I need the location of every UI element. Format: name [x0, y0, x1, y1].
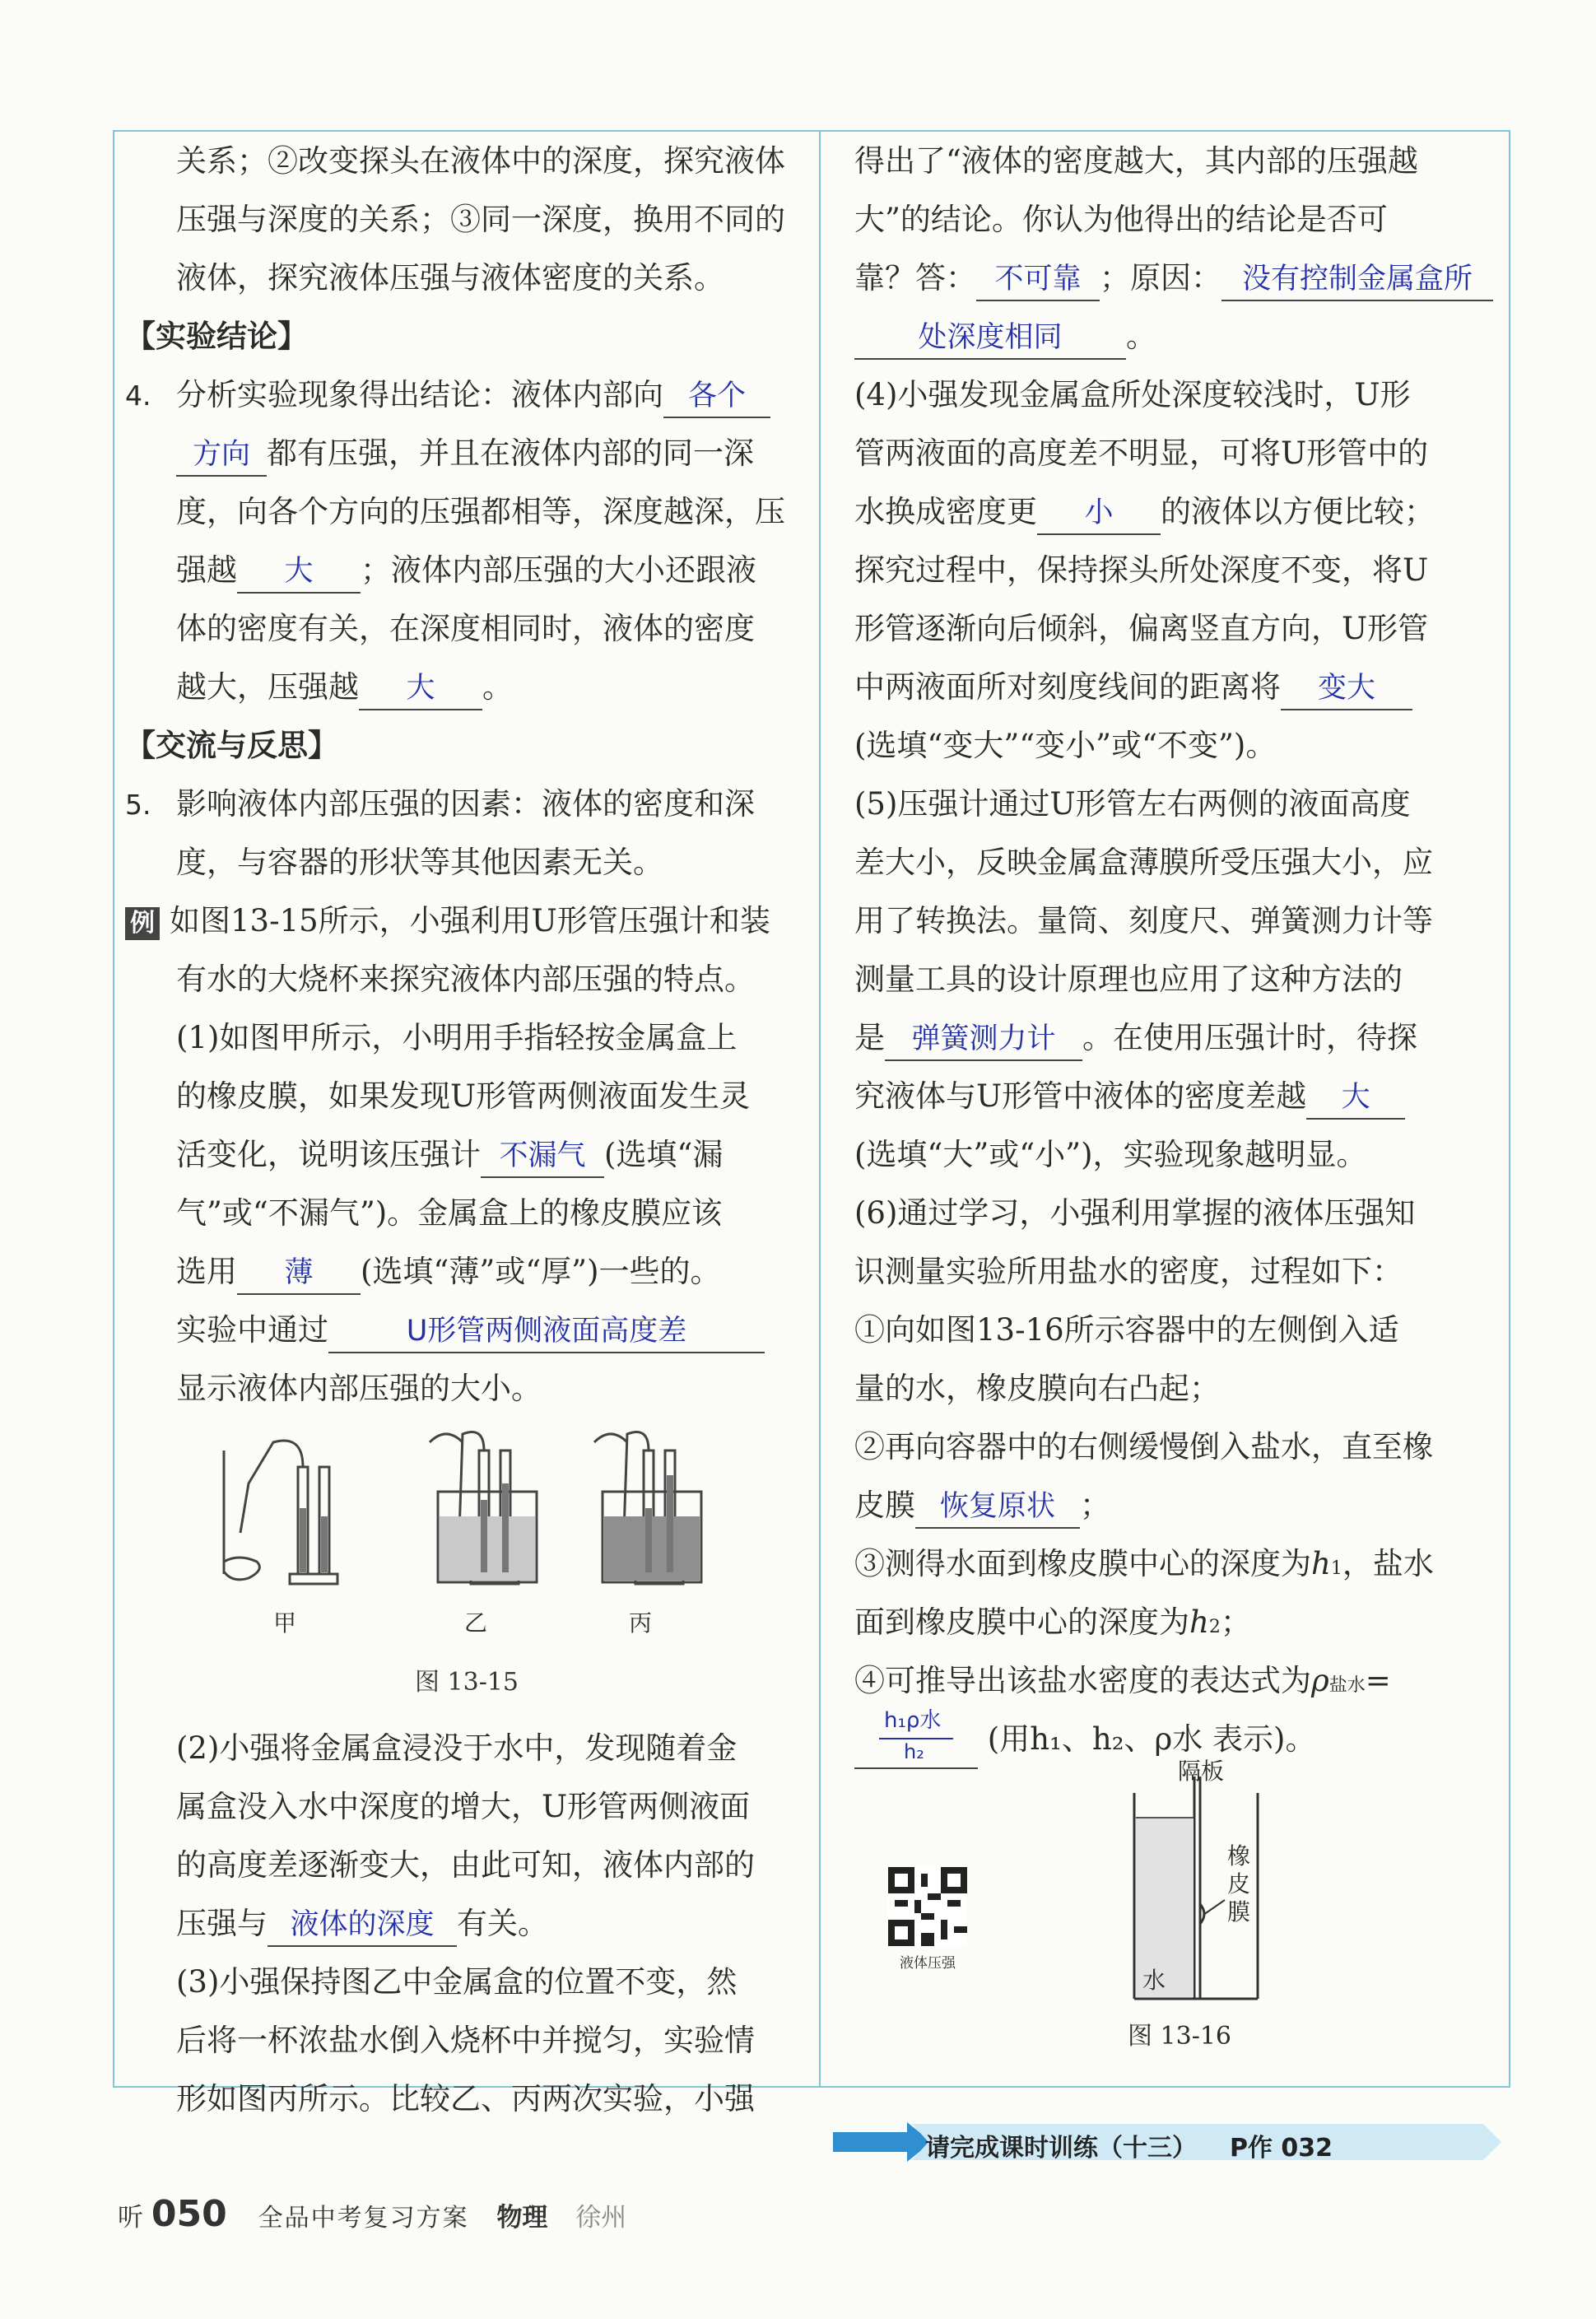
answer-text: 小	[1084, 496, 1114, 529]
text-line: (2)小强将金属盒浸没于水中，发现随着金	[176, 1730, 738, 1766]
figure-caption: 图 13-16	[1127, 2022, 1232, 2051]
text-line: 气”或“不漏气”)。金属盒上的橡皮膜应该	[176, 1195, 723, 1231]
text: 。在使用压强计时，待探	[1082, 1020, 1417, 1055]
answer-blank	[976, 260, 1100, 301]
qr-code-icon	[888, 1867, 967, 1946]
text-line: 形管逐渐向后倾斜，偏离竖直方向，U形管	[854, 611, 1429, 646]
figure-caption: 图 13-15	[414, 1668, 519, 1697]
figure-label-bing: 丙	[629, 1609, 653, 1637]
text-line: 识测量实验所用盐水的密度，过程如下：	[854, 1254, 1403, 1289]
answer-blank	[237, 552, 361, 594]
text: 影响液体内部压强的因素：液体的密度和深	[176, 786, 755, 822]
text-line: 的高度差逐渐变大，由此可知，液体内部的	[176, 1847, 755, 1883]
text: ，盐水	[1342, 1546, 1434, 1581]
answer-text: 弹簧测力计	[911, 1022, 1056, 1055]
banner-text: 请完成课时训练（十三）	[925, 2134, 1197, 2163]
text-line: 液体，探究液体压强与液体密度的关系。	[176, 260, 724, 296]
membrane-pointer	[1203, 1900, 1225, 1915]
text: 越大，压强越	[176, 669, 359, 705]
text-line: 的橡皮膜，如果发现U形管两侧液面发生灵	[176, 1078, 751, 1114]
homework-banner[interactable]	[833, 2119, 1501, 2165]
text: 活变化，说明该压强计	[176, 1137, 481, 1172]
text-line: 关系；②改变探头在液体中的深度，探究液体	[176, 143, 785, 179]
text-line: 管两液面的高度差不明显，可将U形管中的	[854, 435, 1429, 471]
answer-text: 处深度相同	[918, 321, 1063, 354]
figure-label-yi: 乙	[464, 1609, 488, 1637]
text: 都有压强，并且在液体内部的同一深	[267, 435, 754, 471]
variable-rho: ρ	[1311, 1663, 1329, 1698]
text: 面到橡皮膜中心的深度为	[854, 1604, 1189, 1640]
example-badge: 例	[125, 907, 160, 940]
page-footer	[118, 2193, 626, 2235]
text-line: 有水的大烧杯来探究液体内部压强的特点。	[176, 962, 755, 997]
text-line: 形如图丙所示。比较乙、丙两次实验，小强	[176, 2081, 755, 2116]
answer-blank	[1221, 260, 1493, 301]
banner-page-ref: P作 032	[1230, 2134, 1333, 2163]
answer-blank	[268, 1906, 457, 1947]
section-heading-reflection: 【交流与反思】	[125, 728, 338, 763]
text: =	[1365, 1663, 1391, 1698]
text: ；	[1220, 1604, 1251, 1640]
text-line: 用了转换法。量筒、刻度尺、弹簧测力计等	[854, 903, 1433, 938]
formula-blank	[854, 1707, 978, 1769]
answer-blank	[237, 1254, 361, 1295]
answer-text: 液体的深度	[290, 1908, 435, 1941]
answer-blank	[1037, 494, 1161, 535]
text-line: ②再向容器中的右侧缓慢倒入盐水，直至橡	[854, 1429, 1433, 1465]
question-number: 5.	[125, 789, 151, 821]
container-diagram	[1101, 1768, 1307, 2015]
text-line: 探究过程中，保持探头所处深度不变，将U	[854, 552, 1429, 588]
answer-blank	[328, 1312, 765, 1353]
answer-blank	[915, 1488, 1080, 1529]
text: 。	[482, 669, 513, 705]
label-membrane: 橡皮膜	[1227, 1842, 1251, 1926]
variable-h: h	[1311, 1546, 1331, 1581]
answer-blank	[176, 435, 267, 477]
answer-blank	[885, 1020, 1082, 1061]
question-number: 4.	[125, 380, 151, 412]
page-prefix: 听	[118, 2203, 143, 2233]
text-line: (3)小强保持图乙中金属盒的位置不变，然	[176, 1964, 738, 2000]
answer-text: 大	[284, 555, 314, 588]
figure-13-15	[125, 1418, 808, 1661]
answer-blank	[854, 319, 1126, 360]
subscript: 盐水	[1328, 1675, 1366, 1696]
text: ④可推导出该盐水密度的表达式为	[854, 1663, 1311, 1698]
answer-text: 薄	[284, 1256, 314, 1289]
text-line: (选填“大”或“小”)，实验现象越明显。	[854, 1137, 1367, 1172]
fraction-numerator: h₁ρ水	[884, 1707, 942, 1733]
answer-text: 大	[1341, 1081, 1370, 1114]
text: (用h₁、h₂、ρ水 表示)。	[987, 1721, 1316, 1757]
text-line: 属盒没入水中深度的增大，U形管两侧液面	[176, 1789, 751, 1824]
text-line: 压强与深度的关系；③同一深度，换用不同的	[176, 202, 785, 237]
answer-text: 大	[406, 672, 435, 705]
text: 有关。	[457, 1906, 548, 1941]
page-number: 050	[151, 2193, 227, 2235]
answer-blank	[1281, 669, 1412, 710]
answer-text: 变大	[1317, 672, 1375, 705]
text-line: 度，与容器的形状等其他因素无关。	[176, 845, 663, 880]
answer-text: 不可靠	[994, 263, 1082, 296]
subscript: 2	[1208, 1617, 1221, 1637]
text-line: (4)小强发现金属盒所处深度较浅时，U形	[854, 377, 1411, 412]
subject: 物理	[496, 2203, 548, 2233]
text: 实验中通过	[176, 1312, 328, 1348]
text: 的液体以方便比较；	[1161, 494, 1435, 529]
text: 分析实验现象得出结论：液体内部向	[176, 377, 663, 412]
text: ；原因：	[1100, 260, 1221, 296]
text-line: 体的密度有关，在深度相同时，液体的密度	[176, 611, 755, 646]
label-water: 水	[1142, 1967, 1166, 1994]
text: ；液体内部压强的大小还跟液	[361, 552, 756, 588]
label-partition: 隔板	[1178, 1758, 1225, 1785]
section-heading-conclusion: 【实验结论】	[125, 319, 308, 354]
answer-text: U形管两侧液面高度差	[406, 1315, 687, 1348]
column-divider	[819, 132, 821, 2086]
text-line: ①向如图13-16所示容器中的左侧倒入适	[854, 1312, 1399, 1348]
answer-text: 各个	[687, 380, 746, 412]
answer-blank	[481, 1137, 604, 1178]
text-line: 得出了“液体的密度越大，其内部的压强越	[854, 143, 1418, 179]
variable-h: h	[1189, 1604, 1209, 1640]
city: 徐州	[575, 2203, 627, 2233]
text: 压强与	[176, 1906, 268, 1941]
left-column	[125, 132, 808, 2128]
subscript: 1	[1330, 1558, 1342, 1579]
text: 强越	[176, 552, 237, 588]
text-line: 后将一杯浓盐水倒入烧杯中并搅匀，实验情	[176, 2023, 755, 2058]
qr-label: 液体压强	[900, 1955, 956, 1972]
figure-label-jia: 甲	[273, 1609, 297, 1637]
text: (选填“漏	[604, 1137, 724, 1172]
text-line: 度，向各个方向的压强都相等，深度越深，压	[176, 494, 785, 529]
text-line: (5)压强计通过U形管左右两侧的液面高度	[854, 786, 1411, 822]
text-line: 测量工具的设计原理也应用了这种方法的	[854, 962, 1403, 997]
text: ③测得水面到橡皮膜中心的深度为	[854, 1546, 1311, 1581]
text-line: 差大小，反映金属盒薄膜所受压强大小，应	[854, 845, 1433, 880]
answer-blank	[663, 377, 770, 418]
text: (选填“薄”或“厚”)一些的。	[361, 1254, 721, 1289]
answer-text: 恢复原状	[939, 1490, 1055, 1523]
text-line: 量的水，橡皮膜向右凸起；	[854, 1371, 1220, 1406]
answer-blank	[1306, 1078, 1405, 1120]
answer-blank	[359, 669, 482, 710]
text-line: 显示液体内部压强的大小。	[176, 1371, 542, 1406]
text: 是	[854, 1020, 885, 1055]
text: 。	[1126, 319, 1156, 354]
text: 靠？答：	[854, 260, 976, 296]
text: ；	[1080, 1488, 1110, 1523]
answer-text: 方向	[192, 438, 250, 471]
u-tube-manometer-illustration	[125, 1418, 808, 1615]
answer-text: 没有控制金属盒所	[1241, 263, 1473, 296]
book-title: 全品中考复习方案	[258, 2204, 469, 2233]
text: 皮膜	[854, 1488, 915, 1523]
right-column	[854, 132, 1505, 2056]
text: 究液体与U形管中液体的密度差越	[854, 1078, 1307, 1114]
answer-text: 不漏气	[499, 1139, 586, 1172]
text: 如图13-15所示，小强利用U形管压强计和装	[170, 903, 770, 938]
text-line: (6)通过学习，小强利用掌握的液体压强知	[854, 1195, 1416, 1231]
text: 选用	[176, 1254, 237, 1289]
fraction-denominator: h₂	[904, 1739, 924, 1763]
qr-code[interactable]	[882, 1867, 973, 1972]
text: 中两液面所对刻度线间的距离将	[854, 669, 1281, 705]
text-line: 大”的结论。你认为他得出的结论是否可	[854, 202, 1388, 237]
text-line: (选填“变大”“变小”或“不变”)。	[854, 728, 1277, 763]
text-line: (1)如图甲所示，小明用手指轻按金属盒上	[176, 1020, 738, 1055]
text: 水换成密度更	[854, 494, 1037, 529]
